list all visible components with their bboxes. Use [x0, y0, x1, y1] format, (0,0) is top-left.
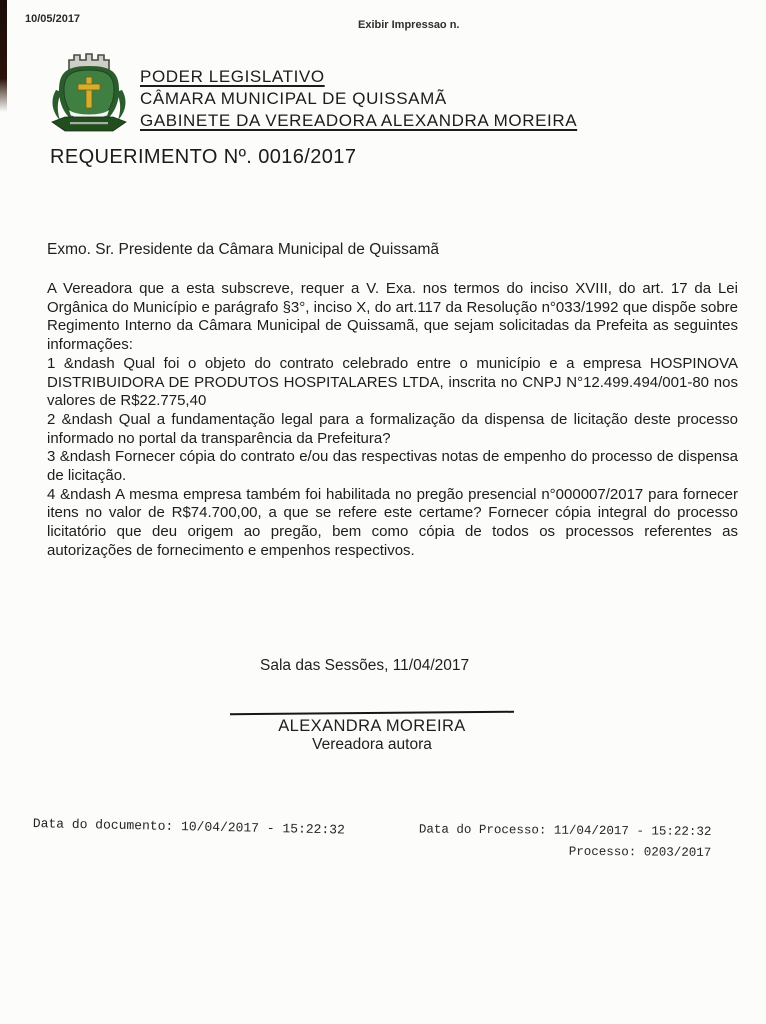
signer-name: ALEXANDRA MOREIRA [278, 717, 466, 735]
document-date-stamp: Data do documento: 10/04/2017 - 15:22:32 [32, 816, 345, 838]
org-name-line2: CÂMARA MUNICIPAL DE QUISSAMÃ [140, 89, 447, 108]
org-name-line1: PODER LEGISLATIVO [140, 67, 325, 86]
body-intro-paragraph: A Vereadora que a esta subscreve, requer a V. Exa. nos termos do inciso XVIII, do art. 17 da Lei Orgânica do Município e parágrafo §3°, inciso X, do art.117 da Resolução n°033/1992 que dispõe sobre Regimento Interno da Câmara Municipal de Quissamã, que sejam solicitadas da Prefeita as seguintes informações: [47, 280, 738, 354]
request-item-1: 1 &ndash Qual foi o objeto do contrato celebrado entre o município e a empresa HOSPINOVA DISTRIBUIDORA DE PRODUTOS HOSPITALARES LTDA, inscrita no CNPJ N°12.499.494/001-80 nos valores de R$22.775,40 [47, 354, 738, 410]
print-header-date: 10/05/2017 [25, 13, 81, 25]
signature-block [230, 712, 514, 754]
request-item-3: 3 &ndash Fornecer cópia do contrato e/ou das respectivas notas de empenho do processo de dispensa de licitação. [47, 448, 738, 485]
request-item-2: 2 &ndash Qual a fundamentação legal para a formalização da dispensa de licitação deste processo informado no portal da transparência da Prefeitura? [47, 410, 738, 447]
request-item-4: 4 &ndash A mesma empresa também foi habilitada no pregão presencial n°000007/2017 para fornecer itens no valor de R$74.700,00, a que se refere este certame? Fornecer cópia integral do processo licitatório que deu origem ao pregão, bem como cópia de todos os processos referentes as autorizações de fornecimento e empenhos respectivos. [47, 485, 738, 559]
print-header-title: Exibir Impressao n. [358, 19, 460, 31]
process-number-line: Processo: 0203/2017 [569, 844, 712, 860]
org-name-line3: GABINETE DA VEREADORA ALEXANDRA MOREIRA [140, 111, 578, 130]
signature-line [230, 711, 514, 715]
municipal-crest-icon [46, 50, 132, 140]
scan-edge-artifact [0, 0, 7, 112]
document-body [47, 280, 738, 561]
process-stamp [419, 819, 712, 864]
process-date-line: Data do Processo: 11/04/2017 - 15:22:32 [419, 822, 712, 839]
signer-role: Vereadora autora [312, 736, 432, 753]
salutation-line: Exmo. Sr. Presidente da Câmara Municipal de Quissamã [47, 241, 439, 258]
place-and-date-line: Sala das Sessões, 11/04/2017 [260, 657, 470, 674]
document-title: REQUERIMENTO Nº. 0016/2017 [50, 146, 357, 168]
letterhead [140, 66, 577, 132]
